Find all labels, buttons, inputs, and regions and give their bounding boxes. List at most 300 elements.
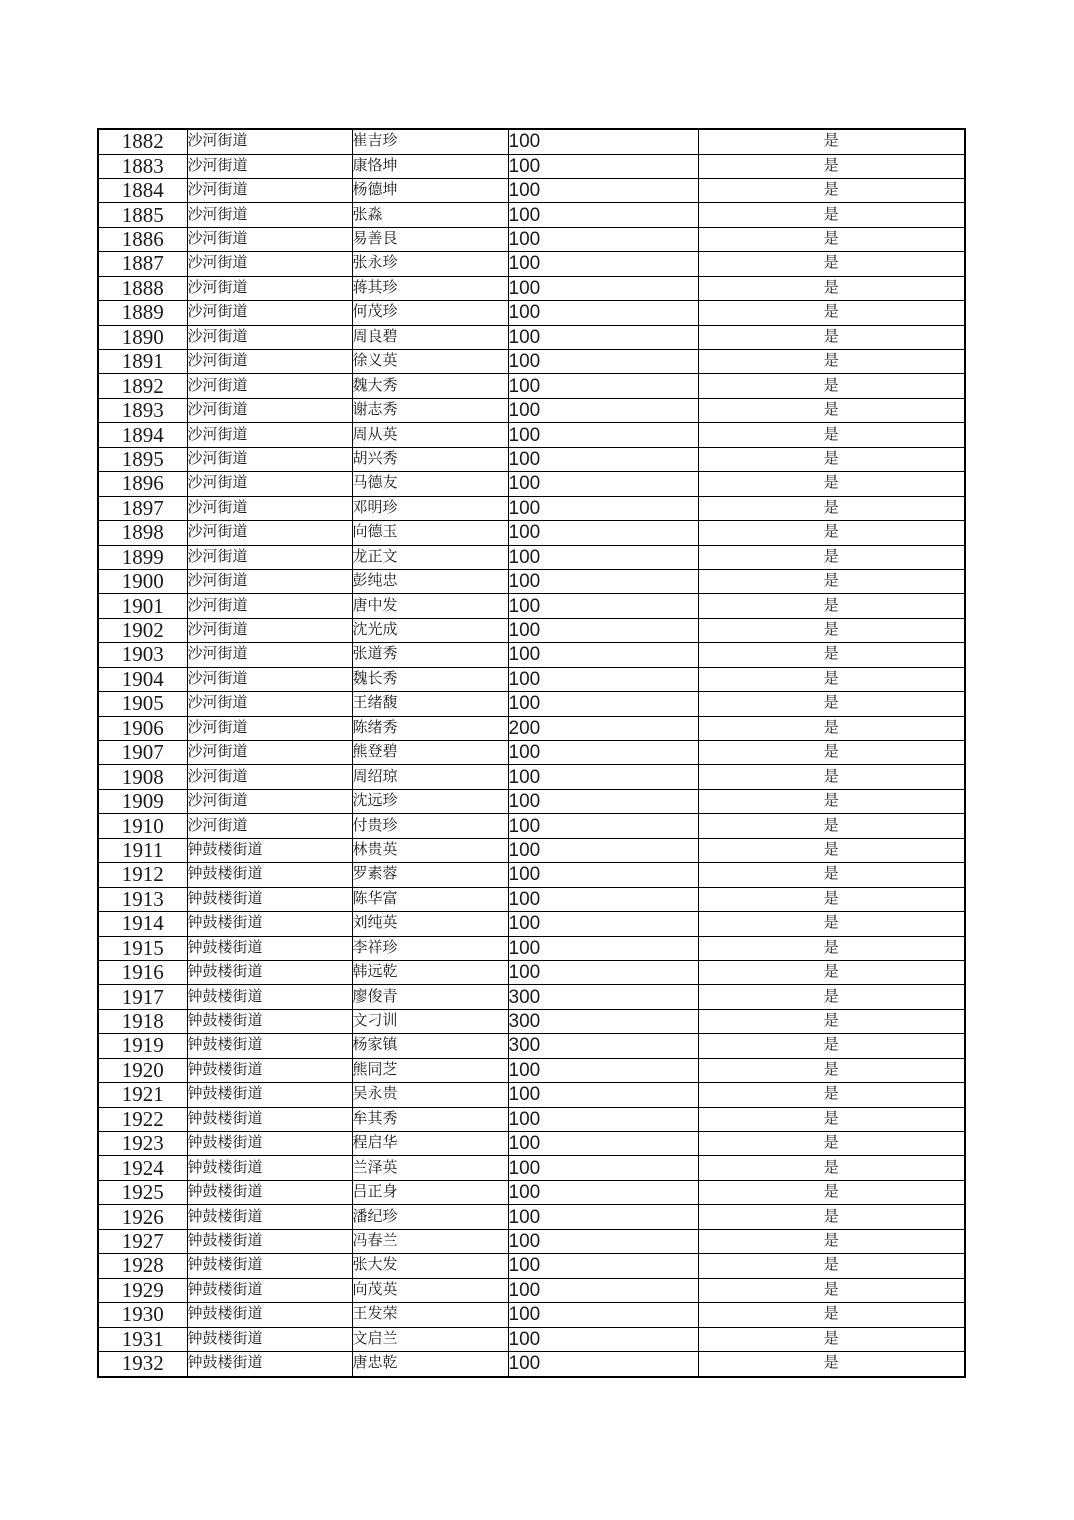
street-cell: 沙河街道 bbox=[187, 618, 352, 642]
table-row bbox=[98, 863, 965, 887]
confirmed-flag-cell: 是 bbox=[698, 741, 965, 765]
person-name-cell: 熊同芝 bbox=[352, 1058, 508, 1082]
person-name-cell: 周良碧 bbox=[352, 325, 508, 349]
street-cell: 沙河街道 bbox=[187, 569, 352, 593]
table-row bbox=[98, 887, 965, 911]
amount-cell: 100 bbox=[508, 1327, 698, 1351]
table-row bbox=[98, 1132, 965, 1156]
street-cell: 沙河街道 bbox=[187, 325, 352, 349]
table-row bbox=[98, 1009, 965, 1033]
person-name-cell: 唐忠乾 bbox=[352, 1351, 508, 1377]
amount-cell: 100 bbox=[508, 594, 698, 618]
confirmed-flag-cell: 是 bbox=[698, 545, 965, 569]
amount-cell: 100 bbox=[508, 667, 698, 691]
person-name-cell: 陈绪秀 bbox=[352, 716, 508, 740]
serial-number-cell: 1888 bbox=[98, 276, 187, 300]
street-cell: 沙河街道 bbox=[187, 472, 352, 496]
person-name-cell: 林贵英 bbox=[352, 838, 508, 862]
serial-number-cell: 1895 bbox=[98, 447, 187, 471]
amount-cell: 300 bbox=[508, 1034, 698, 1058]
amount-cell: 100 bbox=[508, 1180, 698, 1204]
table-row bbox=[98, 667, 965, 691]
person-name-cell: 沈远珍 bbox=[352, 789, 508, 813]
serial-number-cell: 1929 bbox=[98, 1278, 187, 1302]
confirmed-flag-cell: 是 bbox=[698, 227, 965, 251]
serial-number-cell: 1928 bbox=[98, 1254, 187, 1278]
confirmed-flag-cell: 是 bbox=[698, 496, 965, 520]
confirmed-flag-cell: 是 bbox=[698, 1229, 965, 1253]
serial-number-cell: 1925 bbox=[98, 1180, 187, 1204]
street-cell: 钟鼓楼街道 bbox=[187, 863, 352, 887]
table-row bbox=[98, 423, 965, 447]
street-cell: 沙河街道 bbox=[187, 521, 352, 545]
amount-cell: 100 bbox=[508, 423, 698, 447]
table-row bbox=[98, 1229, 965, 1253]
confirmed-flag-cell: 是 bbox=[698, 716, 965, 740]
person-name-cell: 程启华 bbox=[352, 1132, 508, 1156]
person-name-cell: 王发荣 bbox=[352, 1303, 508, 1327]
serial-number-cell: 1911 bbox=[98, 838, 187, 862]
street-cell: 钟鼓楼街道 bbox=[187, 960, 352, 984]
table-row bbox=[98, 154, 965, 178]
amount-cell: 100 bbox=[508, 1156, 698, 1180]
amount-cell: 100 bbox=[508, 1058, 698, 1082]
confirmed-flag-cell: 是 bbox=[698, 1327, 965, 1351]
confirmed-flag-cell: 是 bbox=[698, 1132, 965, 1156]
serial-number-cell: 1932 bbox=[98, 1351, 187, 1377]
confirmed-flag-cell: 是 bbox=[698, 301, 965, 325]
person-name-cell: 沈光成 bbox=[352, 618, 508, 642]
table-row bbox=[98, 618, 965, 642]
serial-number-cell: 1897 bbox=[98, 496, 187, 520]
person-name-cell: 兰泽英 bbox=[352, 1156, 508, 1180]
person-name-cell: 张淼 bbox=[352, 203, 508, 227]
amount-cell: 100 bbox=[508, 960, 698, 984]
street-cell: 沙河街道 bbox=[187, 203, 352, 227]
person-name-cell: 崔吉珍 bbox=[352, 129, 508, 154]
serial-number-cell: 1898 bbox=[98, 521, 187, 545]
person-name-cell: 徐义英 bbox=[352, 350, 508, 374]
street-cell: 沙河街道 bbox=[187, 692, 352, 716]
confirmed-flag-cell: 是 bbox=[698, 350, 965, 374]
serial-number-cell: 1919 bbox=[98, 1034, 187, 1058]
confirmed-flag-cell: 是 bbox=[698, 863, 965, 887]
amount-cell: 100 bbox=[508, 398, 698, 422]
amount-cell: 100 bbox=[508, 374, 698, 398]
confirmed-flag-cell: 是 bbox=[698, 985, 965, 1009]
amount-cell: 100 bbox=[508, 887, 698, 911]
amount-cell: 300 bbox=[508, 985, 698, 1009]
table-row bbox=[98, 496, 965, 520]
street-cell: 沙河街道 bbox=[187, 643, 352, 667]
amount-cell: 100 bbox=[508, 692, 698, 716]
person-name-cell: 韩远乾 bbox=[352, 960, 508, 984]
amount-cell: 100 bbox=[508, 350, 698, 374]
table-row bbox=[98, 1156, 965, 1180]
amount-cell: 200 bbox=[508, 716, 698, 740]
amount-cell: 100 bbox=[508, 154, 698, 178]
serial-number-cell: 1917 bbox=[98, 985, 187, 1009]
confirmed-flag-cell: 是 bbox=[698, 765, 965, 789]
street-cell: 沙河街道 bbox=[187, 398, 352, 422]
serial-number-cell: 1894 bbox=[98, 423, 187, 447]
confirmed-flag-cell: 是 bbox=[698, 325, 965, 349]
table-row bbox=[98, 789, 965, 813]
amount-cell: 100 bbox=[508, 765, 698, 789]
amount-cell: 100 bbox=[508, 129, 698, 154]
person-name-cell: 牟其秀 bbox=[352, 1107, 508, 1131]
table-row bbox=[98, 1034, 965, 1058]
payment-list-table bbox=[97, 128, 966, 1378]
confirmed-flag-cell: 是 bbox=[698, 936, 965, 960]
confirmed-flag-cell: 是 bbox=[698, 252, 965, 276]
street-cell: 钟鼓楼街道 bbox=[187, 1278, 352, 1302]
confirmed-flag-cell: 是 bbox=[698, 203, 965, 227]
amount-cell: 100 bbox=[508, 741, 698, 765]
table-row bbox=[98, 545, 965, 569]
serial-number-cell: 1882 bbox=[98, 129, 187, 154]
street-cell: 沙河街道 bbox=[187, 594, 352, 618]
amount-cell: 100 bbox=[508, 643, 698, 667]
amount-cell: 100 bbox=[508, 569, 698, 593]
street-cell: 钟鼓楼街道 bbox=[187, 1205, 352, 1229]
table-row bbox=[98, 838, 965, 862]
street-cell: 钟鼓楼街道 bbox=[187, 1034, 352, 1058]
street-cell: 钟鼓楼街道 bbox=[187, 1009, 352, 1033]
street-cell: 钟鼓楼街道 bbox=[187, 912, 352, 936]
street-cell: 沙河街道 bbox=[187, 227, 352, 251]
confirmed-flag-cell: 是 bbox=[698, 814, 965, 838]
amount-cell: 100 bbox=[508, 1278, 698, 1302]
table-row bbox=[98, 643, 965, 667]
table-row bbox=[98, 936, 965, 960]
confirmed-flag-cell: 是 bbox=[698, 960, 965, 984]
serial-number-cell: 1921 bbox=[98, 1083, 187, 1107]
person-name-cell: 张永珍 bbox=[352, 252, 508, 276]
serial-number-cell: 1930 bbox=[98, 1303, 187, 1327]
amount-cell: 100 bbox=[508, 496, 698, 520]
serial-number-cell: 1904 bbox=[98, 667, 187, 691]
person-name-cell: 杨德坤 bbox=[352, 178, 508, 202]
confirmed-flag-cell: 是 bbox=[698, 1083, 965, 1107]
person-name-cell: 魏长秀 bbox=[352, 667, 508, 691]
amount-cell: 100 bbox=[508, 618, 698, 642]
serial-number-cell: 1889 bbox=[98, 301, 187, 325]
serial-number-cell: 1903 bbox=[98, 643, 187, 667]
table-row bbox=[98, 301, 965, 325]
amount-cell: 100 bbox=[508, 178, 698, 202]
street-cell: 钟鼓楼街道 bbox=[187, 1254, 352, 1278]
amount-cell: 100 bbox=[508, 325, 698, 349]
serial-number-cell: 1907 bbox=[98, 741, 187, 765]
person-name-cell: 吕正身 bbox=[352, 1180, 508, 1204]
amount-cell: 100 bbox=[508, 301, 698, 325]
serial-number-cell: 1909 bbox=[98, 789, 187, 813]
serial-number-cell: 1887 bbox=[98, 252, 187, 276]
amount-cell: 100 bbox=[508, 1205, 698, 1229]
serial-number-cell: 1884 bbox=[98, 178, 187, 202]
street-cell: 沙河街道 bbox=[187, 814, 352, 838]
table-row bbox=[98, 1327, 965, 1351]
table-row bbox=[98, 912, 965, 936]
street-cell: 沙河街道 bbox=[187, 741, 352, 765]
person-name-cell: 向德玉 bbox=[352, 521, 508, 545]
table-row bbox=[98, 1083, 965, 1107]
amount-cell: 100 bbox=[508, 1229, 698, 1253]
serial-number-cell: 1886 bbox=[98, 227, 187, 251]
confirmed-flag-cell: 是 bbox=[698, 838, 965, 862]
serial-number-cell: 1910 bbox=[98, 814, 187, 838]
street-cell: 沙河街道 bbox=[187, 789, 352, 813]
serial-number-cell: 1891 bbox=[98, 350, 187, 374]
amount-cell: 100 bbox=[508, 447, 698, 471]
serial-number-cell: 1915 bbox=[98, 936, 187, 960]
table-row bbox=[98, 252, 965, 276]
confirmed-flag-cell: 是 bbox=[698, 1278, 965, 1302]
table-row bbox=[98, 814, 965, 838]
table-row bbox=[98, 985, 965, 1009]
amount-cell: 100 bbox=[508, 838, 698, 862]
person-name-cell: 廖俊青 bbox=[352, 985, 508, 1009]
street-cell: 钟鼓楼街道 bbox=[187, 1351, 352, 1377]
street-cell: 钟鼓楼街道 bbox=[187, 1132, 352, 1156]
street-cell: 钟鼓楼街道 bbox=[187, 1107, 352, 1131]
table-row bbox=[98, 447, 965, 471]
table-row bbox=[98, 521, 965, 545]
amount-cell: 100 bbox=[508, 1132, 698, 1156]
confirmed-flag-cell: 是 bbox=[698, 472, 965, 496]
person-name-cell: 魏大秀 bbox=[352, 374, 508, 398]
confirmed-flag-cell: 是 bbox=[698, 129, 965, 154]
person-name-cell: 蒋其珍 bbox=[352, 276, 508, 300]
amount-cell: 100 bbox=[508, 936, 698, 960]
serial-number-cell: 1902 bbox=[98, 618, 187, 642]
confirmed-flag-cell: 是 bbox=[698, 1303, 965, 1327]
confirmed-flag-cell: 是 bbox=[698, 643, 965, 667]
confirmed-flag-cell: 是 bbox=[698, 521, 965, 545]
person-name-cell: 刘纯英 bbox=[352, 912, 508, 936]
table-row bbox=[98, 129, 965, 154]
payment-list-table-body bbox=[98, 129, 965, 1377]
street-cell: 沙河街道 bbox=[187, 252, 352, 276]
table-row bbox=[98, 472, 965, 496]
street-cell: 沙河街道 bbox=[187, 447, 352, 471]
confirmed-flag-cell: 是 bbox=[698, 594, 965, 618]
confirmed-flag-cell: 是 bbox=[698, 1156, 965, 1180]
confirmed-flag-cell: 是 bbox=[698, 1205, 965, 1229]
confirmed-flag-cell: 是 bbox=[698, 1058, 965, 1082]
serial-number-cell: 1931 bbox=[98, 1327, 187, 1351]
street-cell: 沙河街道 bbox=[187, 496, 352, 520]
confirmed-flag-cell: 是 bbox=[698, 1254, 965, 1278]
confirmed-flag-cell: 是 bbox=[698, 447, 965, 471]
amount-cell: 100 bbox=[508, 814, 698, 838]
street-cell: 沙河街道 bbox=[187, 276, 352, 300]
amount-cell: 100 bbox=[508, 1107, 698, 1131]
person-name-cell: 周从英 bbox=[352, 423, 508, 447]
table-row bbox=[98, 178, 965, 202]
person-name-cell: 陈华富 bbox=[352, 887, 508, 911]
table-row bbox=[98, 227, 965, 251]
serial-number-cell: 1914 bbox=[98, 912, 187, 936]
confirmed-flag-cell: 是 bbox=[698, 912, 965, 936]
street-cell: 沙河街道 bbox=[187, 423, 352, 447]
confirmed-flag-cell: 是 bbox=[698, 374, 965, 398]
person-name-cell: 彭纯忠 bbox=[352, 569, 508, 593]
person-name-cell: 马德友 bbox=[352, 472, 508, 496]
serial-number-cell: 1899 bbox=[98, 545, 187, 569]
street-cell: 沙河街道 bbox=[187, 716, 352, 740]
person-name-cell: 罗素蓉 bbox=[352, 863, 508, 887]
person-name-cell: 张道秀 bbox=[352, 643, 508, 667]
street-cell: 沙河街道 bbox=[187, 545, 352, 569]
serial-number-cell: 1900 bbox=[98, 569, 187, 593]
amount-cell: 100 bbox=[508, 1254, 698, 1278]
table-row bbox=[98, 765, 965, 789]
table-row bbox=[98, 1107, 965, 1131]
confirmed-flag-cell: 是 bbox=[698, 276, 965, 300]
table-row bbox=[98, 398, 965, 422]
confirmed-flag-cell: 是 bbox=[698, 789, 965, 813]
table-row bbox=[98, 203, 965, 227]
table-row bbox=[98, 1351, 965, 1377]
table-row bbox=[98, 1254, 965, 1278]
table-row bbox=[98, 1205, 965, 1229]
street-cell: 沙河街道 bbox=[187, 154, 352, 178]
serial-number-cell: 1906 bbox=[98, 716, 187, 740]
confirmed-flag-cell: 是 bbox=[698, 667, 965, 691]
street-cell: 钟鼓楼街道 bbox=[187, 1229, 352, 1253]
amount-cell: 300 bbox=[508, 1009, 698, 1033]
street-cell: 沙河街道 bbox=[187, 178, 352, 202]
street-cell: 钟鼓楼街道 bbox=[187, 1156, 352, 1180]
confirmed-flag-cell: 是 bbox=[698, 1107, 965, 1131]
serial-number-cell: 1924 bbox=[98, 1156, 187, 1180]
confirmed-flag-cell: 是 bbox=[698, 1351, 965, 1377]
confirmed-flag-cell: 是 bbox=[698, 1034, 965, 1058]
serial-number-cell: 1922 bbox=[98, 1107, 187, 1131]
person-name-cell: 龙正文 bbox=[352, 545, 508, 569]
confirmed-flag-cell: 是 bbox=[698, 618, 965, 642]
table-row bbox=[98, 1303, 965, 1327]
person-name-cell: 熊登碧 bbox=[352, 741, 508, 765]
table-row bbox=[98, 276, 965, 300]
confirmed-flag-cell: 是 bbox=[698, 1180, 965, 1204]
confirmed-flag-cell: 是 bbox=[698, 423, 965, 447]
confirmed-flag-cell: 是 bbox=[698, 154, 965, 178]
serial-number-cell: 1893 bbox=[98, 398, 187, 422]
street-cell: 沙河街道 bbox=[187, 667, 352, 691]
table-row bbox=[98, 741, 965, 765]
serial-number-cell: 1918 bbox=[98, 1009, 187, 1033]
street-cell: 沙河街道 bbox=[187, 129, 352, 154]
person-name-cell: 康恪坤 bbox=[352, 154, 508, 178]
person-name-cell: 张大发 bbox=[352, 1254, 508, 1278]
confirmed-flag-cell: 是 bbox=[698, 887, 965, 911]
table-row bbox=[98, 374, 965, 398]
street-cell: 钟鼓楼街道 bbox=[187, 1058, 352, 1082]
person-name-cell: 付贵珍 bbox=[352, 814, 508, 838]
serial-number-cell: 1913 bbox=[98, 887, 187, 911]
person-name-cell: 杨家镇 bbox=[352, 1034, 508, 1058]
street-cell: 钟鼓楼街道 bbox=[187, 936, 352, 960]
street-cell: 钟鼓楼街道 bbox=[187, 1303, 352, 1327]
serial-number-cell: 1912 bbox=[98, 863, 187, 887]
table-row bbox=[98, 1278, 965, 1302]
street-cell: 钟鼓楼街道 bbox=[187, 887, 352, 911]
serial-number-cell: 1905 bbox=[98, 692, 187, 716]
person-name-cell: 谢志秀 bbox=[352, 398, 508, 422]
table-row bbox=[98, 692, 965, 716]
street-cell: 沙河街道 bbox=[187, 374, 352, 398]
person-name-cell: 唐中发 bbox=[352, 594, 508, 618]
person-name-cell: 冯春兰 bbox=[352, 1229, 508, 1253]
serial-number-cell: 1892 bbox=[98, 374, 187, 398]
table-row bbox=[98, 594, 965, 618]
person-name-cell: 何茂珍 bbox=[352, 301, 508, 325]
table-row bbox=[98, 569, 965, 593]
person-name-cell: 王绪馥 bbox=[352, 692, 508, 716]
street-cell: 沙河街道 bbox=[187, 301, 352, 325]
street-cell: 沙河街道 bbox=[187, 765, 352, 789]
street-cell: 钟鼓楼街道 bbox=[187, 1327, 352, 1351]
table-row bbox=[98, 1180, 965, 1204]
amount-cell: 100 bbox=[508, 912, 698, 936]
amount-cell: 100 bbox=[508, 252, 698, 276]
serial-number-cell: 1885 bbox=[98, 203, 187, 227]
serial-number-cell: 1920 bbox=[98, 1058, 187, 1082]
street-cell: 钟鼓楼街道 bbox=[187, 1180, 352, 1204]
serial-number-cell: 1890 bbox=[98, 325, 187, 349]
person-name-cell: 胡兴秀 bbox=[352, 447, 508, 471]
person-name-cell: 李祥珍 bbox=[352, 936, 508, 960]
person-name-cell: 邓明珍 bbox=[352, 496, 508, 520]
person-name-cell: 吴永贵 bbox=[352, 1083, 508, 1107]
table-row bbox=[98, 1058, 965, 1082]
confirmed-flag-cell: 是 bbox=[698, 1009, 965, 1033]
amount-cell: 100 bbox=[508, 1303, 698, 1327]
confirmed-flag-cell: 是 bbox=[698, 398, 965, 422]
amount-cell: 100 bbox=[508, 203, 698, 227]
person-name-cell: 文刁训 bbox=[352, 1009, 508, 1033]
amount-cell: 100 bbox=[508, 276, 698, 300]
person-name-cell: 周绍琼 bbox=[352, 765, 508, 789]
amount-cell: 100 bbox=[508, 472, 698, 496]
street-cell: 钟鼓楼街道 bbox=[187, 985, 352, 1009]
person-name-cell: 易善艮 bbox=[352, 227, 508, 251]
confirmed-flag-cell: 是 bbox=[698, 178, 965, 202]
street-cell: 钟鼓楼街道 bbox=[187, 838, 352, 862]
amount-cell: 100 bbox=[508, 789, 698, 813]
serial-number-cell: 1883 bbox=[98, 154, 187, 178]
table-row bbox=[98, 960, 965, 984]
serial-number-cell: 1927 bbox=[98, 1229, 187, 1253]
amount-cell: 100 bbox=[508, 1083, 698, 1107]
amount-cell: 100 bbox=[508, 863, 698, 887]
amount-cell: 100 bbox=[508, 545, 698, 569]
serial-number-cell: 1916 bbox=[98, 960, 187, 984]
table-row bbox=[98, 325, 965, 349]
confirmed-flag-cell: 是 bbox=[698, 692, 965, 716]
serial-number-cell: 1896 bbox=[98, 472, 187, 496]
person-name-cell: 潘纪珍 bbox=[352, 1205, 508, 1229]
serial-number-cell: 1901 bbox=[98, 594, 187, 618]
table-row bbox=[98, 716, 965, 740]
person-name-cell: 文启兰 bbox=[352, 1327, 508, 1351]
amount-cell: 100 bbox=[508, 1351, 698, 1377]
person-name-cell: 向茂英 bbox=[352, 1278, 508, 1302]
street-cell: 钟鼓楼街道 bbox=[187, 1083, 352, 1107]
